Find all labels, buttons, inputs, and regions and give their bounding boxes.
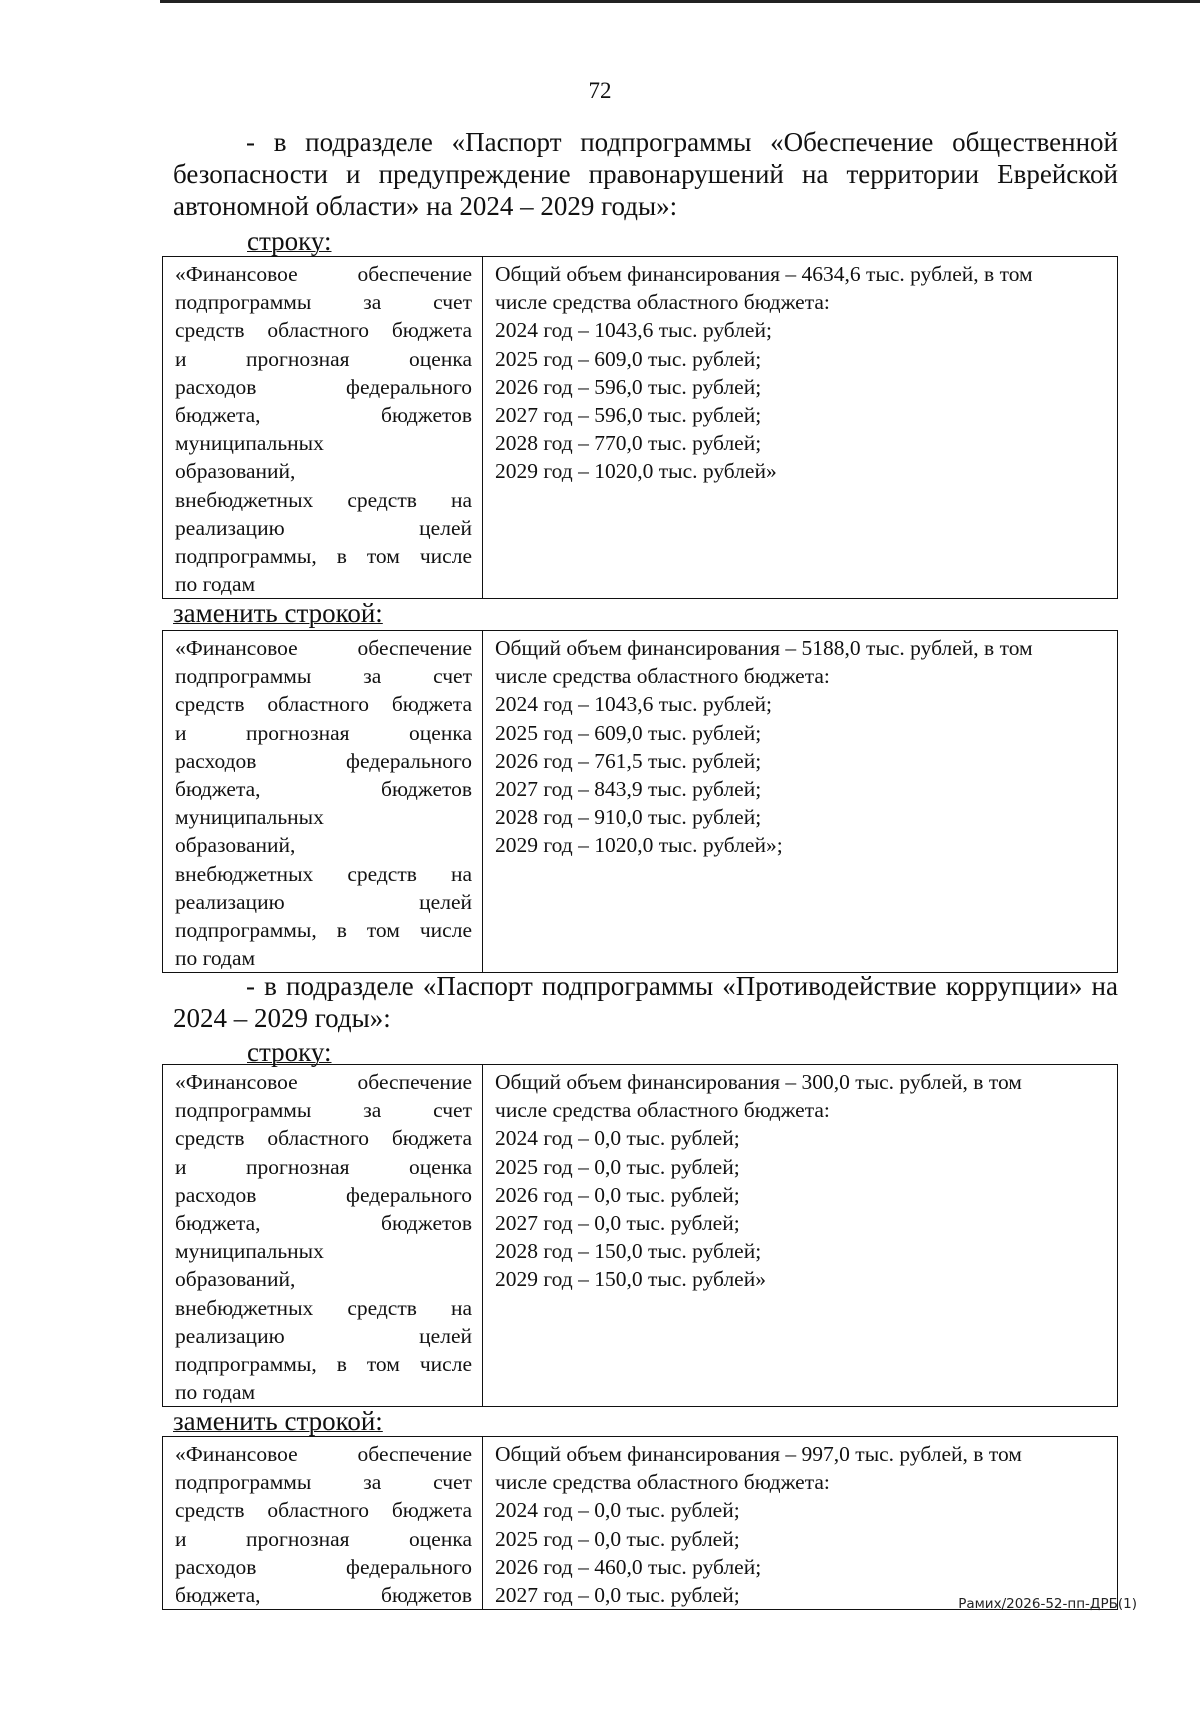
- cell-line: 2025 год – 0,0 тыс. рублей;: [495, 1526, 740, 1551]
- cell-line: расходов федерального: [175, 374, 472, 399]
- block2-old-right-cell: [483, 1065, 1118, 1407]
- cell-line: и прогнозная оценка: [175, 346, 472, 371]
- cell-line: 2028 год – 150,0 тыс. рублей;: [495, 1239, 762, 1264]
- cell-line: внебюджетных средств на: [175, 1295, 472, 1320]
- block2-new-left-cell: [163, 1437, 483, 1610]
- cell-line: подпрограммы за счет: [175, 290, 472, 315]
- right-cell-text: [495, 634, 1107, 860]
- block2-new-table: [162, 1436, 1118, 1610]
- table-row: [163, 1437, 1118, 1610]
- cell-line: 2024 год – 0,0 тыс. рублей;: [495, 1126, 740, 1151]
- cell-line: и прогнозная оценка: [175, 720, 472, 745]
- cell-line: по годам: [175, 572, 256, 597]
- left-cell-text: [175, 1068, 472, 1406]
- cell-line: расходов федерального: [175, 748, 472, 773]
- cell-line: расходов федерального: [175, 1554, 472, 1579]
- cell-line: 2026 год – 0,0 тыс. рублей;: [495, 1182, 740, 1207]
- footer-code: Рамих/2026-52-пп-ДРБ(1): [958, 1596, 1137, 1612]
- block2-intro: [173, 970, 1118, 1034]
- cell-line: Общий объем финансирования – 4634,6 тыс. рублей, в том: [495, 262, 1033, 286]
- cell-line: средств областного бюджета: [175, 692, 472, 717]
- cell-line: 2026 год – 460,0 тыс. рублей;: [495, 1554, 762, 1579]
- cell-line: муниципальных: [175, 805, 324, 830]
- scan-top-border-gap: [0, 0, 160, 3]
- cell-line: «Финансовое обеспечение: [175, 636, 472, 660]
- block1-old-left-cell: [163, 257, 483, 599]
- cell-line: 2025 год – 609,0 тыс. рублей;: [495, 720, 762, 745]
- cell-line: подпрограммы, в том числе: [175, 1352, 472, 1377]
- cell-line: бюджета, бюджетов: [175, 1211, 472, 1236]
- cell-line: 2027 год – 0,0 тыс. рублей;: [495, 1583, 740, 1608]
- cell-line: Общий объем финансирования – 300,0 тыс. рублей, в том: [495, 1070, 1022, 1094]
- block1-old-right-cell: [483, 257, 1118, 599]
- cell-line: 2029 год – 1020,0 тыс. рублей»: [495, 459, 777, 484]
- left-cell-text: [175, 634, 472, 972]
- right-cell-text: [495, 260, 1107, 486]
- cell-line: образований,: [175, 459, 296, 484]
- cell-line: подпрограммы, в том числе: [175, 918, 472, 943]
- cell-line: расходов федерального: [175, 1182, 472, 1207]
- cell-line: и прогнозная оценка: [175, 1526, 472, 1551]
- cell-line: 2024 год – 0,0 тыс. рублей;: [495, 1498, 740, 1523]
- cell-line: 2025 год – 609,0 тыс. рублей;: [495, 346, 762, 371]
- right-cell-text: [495, 1440, 1107, 1609]
- block1-old-table: [162, 256, 1118, 599]
- cell-line: средств областного бюджета: [175, 1498, 472, 1523]
- cell-line: 2025 год – 0,0 тыс. рублей;: [495, 1154, 740, 1179]
- cell-line: подпрограммы за счет: [175, 664, 472, 689]
- cell-line: реализацию целей: [175, 889, 472, 914]
- block1-new-left-cell: [163, 631, 483, 973]
- cell-line: 2026 год – 596,0 тыс. рублей;: [495, 374, 762, 399]
- cell-line: бюджета, бюджетов: [175, 777, 472, 802]
- cell-line: Общий объем финансирования – 997,0 тыс. рублей, в том: [495, 1442, 1022, 1466]
- cell-line: бюджета, бюджетов: [175, 1583, 472, 1608]
- cell-line: муниципальных: [175, 431, 324, 456]
- cell-line: числе средства областного бюджета:: [495, 1470, 830, 1495]
- cell-line: подпрограммы за счет: [175, 1098, 472, 1123]
- left-cell-text: [175, 260, 472, 598]
- cell-line: Общий объем финансирования – 5188,0 тыс. рублей, в том: [495, 636, 1033, 660]
- block1-intro-text: - в подразделе «Паспорт подпрограммы «Обеспечение общественной безопасности и предупреждение правонарушений на территории Еврейской автономной области» на 2024 – 2029 годы»:: [173, 127, 1118, 221]
- cell-line: 2024 год – 1043,6 тыс. рублей;: [495, 318, 772, 343]
- cell-line: по годам: [175, 1380, 256, 1405]
- block2-old-table: [162, 1064, 1118, 1407]
- cell-line: 2027 год – 843,9 тыс. рублей;: [495, 777, 762, 802]
- block2-old-label: строку:: [247, 1037, 332, 1067]
- cell-line: 2024 год – 1043,6 тыс. рублей;: [495, 692, 772, 717]
- block2-old-left-cell: [163, 1065, 483, 1407]
- left-cell-text: [175, 1440, 472, 1609]
- cell-line: бюджета, бюджетов: [175, 403, 472, 428]
- block2-new-label: заменить строкой:: [173, 1406, 383, 1436]
- cell-line: внебюджетных средств на: [175, 487, 472, 512]
- cell-line: и прогнозная оценка: [175, 1154, 472, 1179]
- cell-line: средств областного бюджета: [175, 1126, 472, 1151]
- cell-line: «Финансовое обеспечение: [175, 262, 472, 286]
- cell-line: числе средства областного бюджета:: [495, 290, 830, 315]
- right-cell-text: [495, 1068, 1107, 1294]
- cell-line: 2029 год – 150,0 тыс. рублей»: [495, 1267, 766, 1292]
- cell-line: образований,: [175, 833, 296, 858]
- block1-new-table: [162, 630, 1118, 973]
- cell-line: 2027 год – 596,0 тыс. рублей;: [495, 403, 762, 428]
- cell-line: 2029 год – 1020,0 тыс. рублей»;: [495, 833, 783, 858]
- cell-line: средств областного бюджета: [175, 318, 472, 343]
- block2-new-right-cell: [483, 1437, 1118, 1610]
- scan-top-border: [0, 0, 1200, 3]
- cell-line: 2026 год – 761,5 тыс. рублей;: [495, 748, 762, 773]
- cell-line: образований,: [175, 1267, 296, 1292]
- cell-line: 2027 год – 0,0 тыс. рублей;: [495, 1211, 740, 1236]
- cell-line: 2028 год – 770,0 тыс. рублей;: [495, 431, 762, 456]
- cell-line: числе средства областного бюджета:: [495, 664, 830, 689]
- block1-intro: [173, 126, 1118, 222]
- block1-new-right-cell: [483, 631, 1118, 973]
- cell-line: реализацию целей: [175, 1323, 472, 1348]
- cell-line: 2028 год – 910,0 тыс. рублей;: [495, 805, 762, 830]
- cell-line: подпрограммы, в том числе: [175, 544, 472, 569]
- table-row: [163, 257, 1118, 599]
- cell-line: «Финансовое обеспечение: [175, 1442, 472, 1466]
- cell-line: подпрограммы за счет: [175, 1470, 472, 1495]
- page-number: 72: [588, 78, 612, 103]
- cell-line: числе средства областного бюджета:: [495, 1098, 830, 1123]
- table-row: [163, 631, 1118, 973]
- block1-new-label: заменить строкой:: [173, 598, 383, 628]
- cell-line: «Финансовое обеспечение: [175, 1070, 472, 1094]
- block1-old-label: строку:: [247, 226, 332, 256]
- cell-line: реализацию целей: [175, 515, 472, 540]
- table-row: [163, 1065, 1118, 1407]
- cell-line: по годам: [175, 946, 256, 971]
- block2-intro-text: - в подразделе «Паспорт подпрограммы «Противодействие коррупции» на 2024 – 2029 годы»:: [173, 971, 1118, 1033]
- cell-line: муниципальных: [175, 1239, 324, 1264]
- cell-line: внебюджетных средств на: [175, 861, 472, 886]
